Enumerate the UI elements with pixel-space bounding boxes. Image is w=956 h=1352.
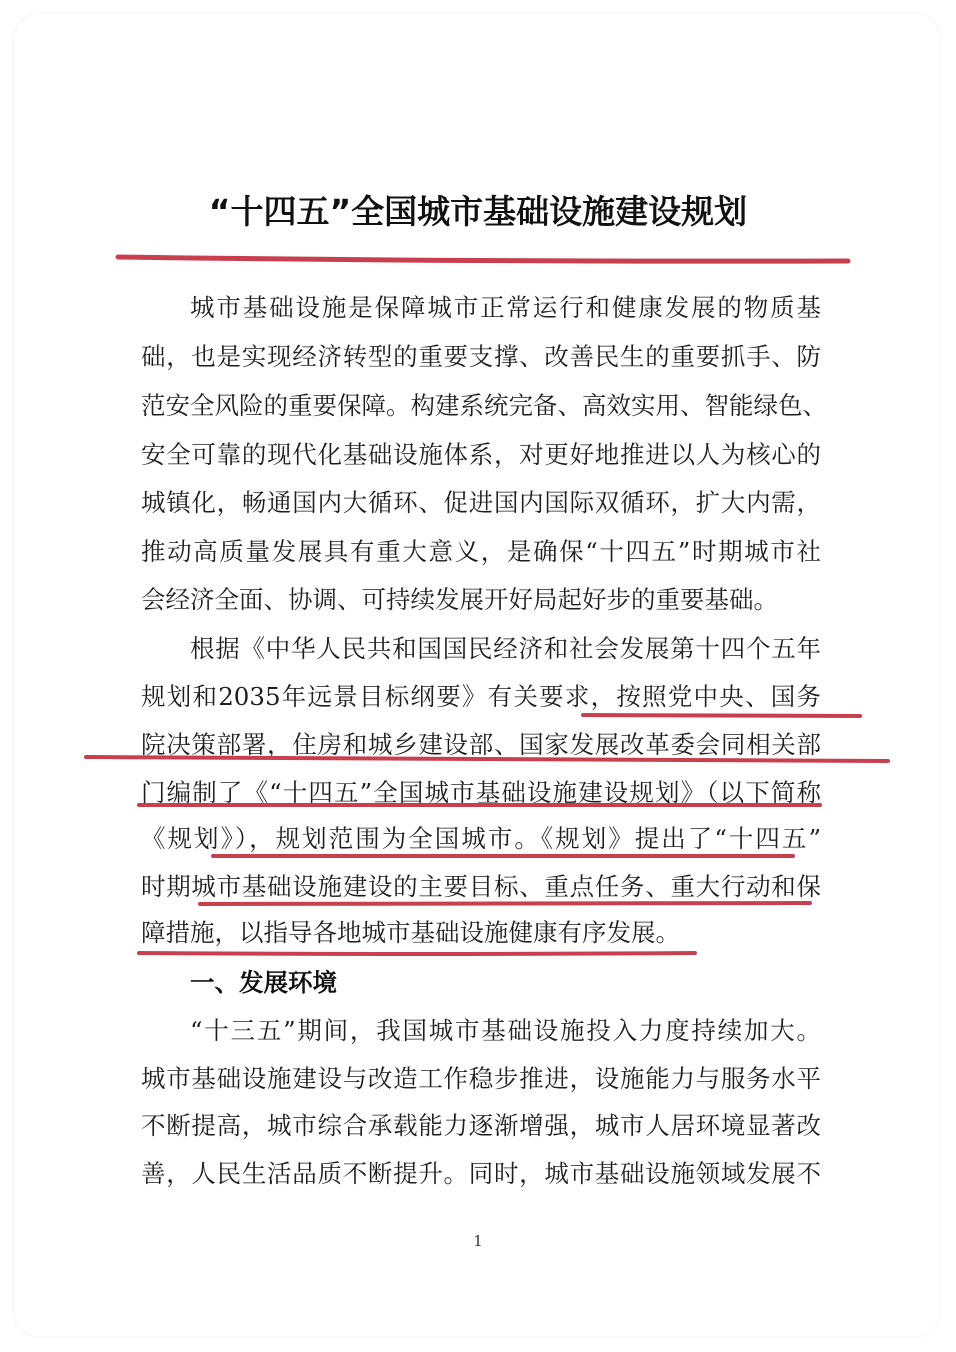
paragraph-line: 会经济全面、协调、可持续发展开好局起好步的重要基础。	[141, 585, 778, 614]
paragraph-line: 城市基础设施建设与改造工作稳步推进，设施能力与服务水平	[141, 1064, 821, 1093]
paragraph-line: 础，也是实现经济转型的重要支撑、改善民生的重要抓手、防	[141, 342, 821, 371]
title-underline-mark	[118, 257, 848, 261]
paragraph-line: 根据《中华人民共和国国民经济和社会发展第十四个五年	[190, 634, 821, 663]
paragraph-line: 《规划》），规划范围为全国城市。《规划》提出了“十四五”	[141, 824, 821, 853]
underline-mark	[139, 953, 695, 954]
paragraph-line: 推动高质量发展具有重大意义，是确保“十四五”时期城市社	[141, 537, 821, 566]
paragraph-line: 城镇化，畅通国内大循环、促进国内国际双循环，扩大内需，	[141, 488, 821, 517]
paragraph-line: 时期城市基础设施建设的主要目标、重点任务、重大行动和保	[141, 872, 821, 901]
underline-mark	[213, 856, 793, 857]
paragraph-line: 障措施，以指导各地城市基础设施健康有序发展。	[141, 918, 680, 947]
paragraph-line: “十三五”期间，我国城市基础设施投入力度持续加大。	[190, 1016, 821, 1045]
paragraph-line: 规划和2035年远景目标纲要》有关要求，按照党中央、国务	[141, 682, 821, 711]
paragraph-line: 门编制了《“十四五”全国城市基础设施建设规划》（以下简称	[141, 778, 821, 807]
paragraph-line: 安全可靠的现代化基础设施体系，对更好地推进以人为核心的	[141, 440, 821, 469]
paragraph-line: 不断提高，城市综合承载能力逐渐增强，城市人居环境显著改	[141, 1111, 821, 1140]
underline-mark	[583, 715, 860, 716]
document-title: “十四五”全国城市基础设施建设规划	[208, 192, 748, 231]
paragraph-line: 城市基础设施是保障城市正常运行和健康发展的物质基	[190, 293, 821, 322]
paragraph-line: 范安全风险的重要保障。构建系统完备、高效实用、智能绿色、	[141, 391, 827, 420]
paragraph-line: 善，人民生活品质不断提升。同时，城市基础设施领域发展不	[141, 1159, 821, 1188]
page-number: 1	[473, 1232, 483, 1250]
section-heading: 一、发展环境	[190, 968, 337, 997]
paragraph-line: 院决策部署，住房和城乡建设部、国家发展改革委会同相关部	[141, 730, 821, 759]
underline-mark	[200, 903, 810, 904]
